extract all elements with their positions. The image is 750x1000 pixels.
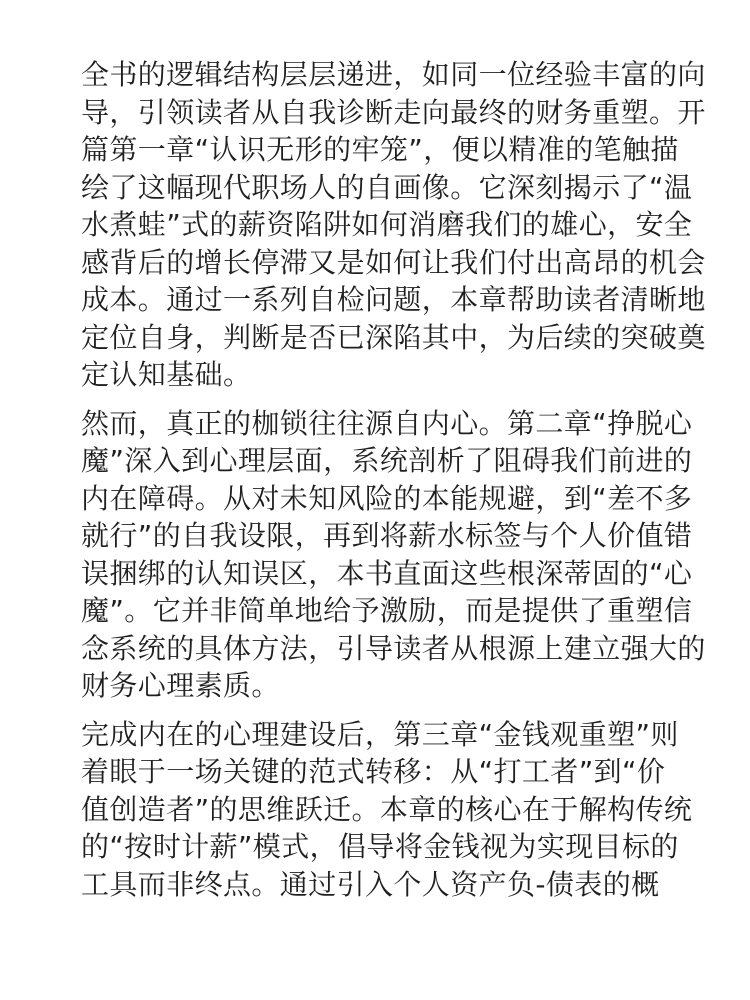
text-line: 就行”的自我设限，再到将薪水标签与个人价值错 (81, 519, 693, 552)
text-line: 篇第一章“认识无形的牢笼”，便以精准的笔触描 (81, 133, 679, 166)
text-line: 水煮蛙”式的薪资陷阱如何消磨我们的雄心，安全 (81, 208, 693, 241)
text-line: 魔”。它并非简单地给予激励，而是提供了重塑信 (81, 594, 693, 627)
text-line: 然而，真正的枷锁往往源自内心。第二章“挣脱心 (81, 406, 693, 440)
text-line: 导，引领读者从自我诊断走向最终的财务重塑。开 (81, 95, 706, 129)
paragraph-1 (81, 56, 706, 394)
paragraph-2 (81, 405, 706, 705)
paragraph-3 (81, 716, 693, 904)
text-line: 魔”深入到心理层面，系统剖析了阻碍我们前进的 (81, 444, 693, 477)
text-line: 定位自身，判断是否已深陷其中，为后续的突破奠 (81, 320, 706, 354)
text-line: 全书的逻辑结构层层递进，如同一位经验丰富的向 (81, 58, 706, 91)
article-body (81, 56, 706, 914)
text-line: 感背后的增长停滞又是如何让我们付出高昂的机会 (81, 245, 706, 279)
text-line: 的“按时计薪”模式，倡导将金钱视为实现目标的 (81, 830, 679, 863)
text-line: 着眼于一场关键的范式转移：从“打工者”到“价 (81, 755, 666, 788)
text-line: 工具而非终点。通过引入个人资产负-债表的概 (81, 867, 660, 901)
text-line: 值创造者”的思维跃迁。本章的核心在于解构传统 (81, 792, 693, 826)
text-line: 念系统的具体方法，引导读者从根源上建立强大的 (81, 631, 706, 665)
text-line: 完成内在的心理建设后，第三章“金钱观重塑”则 (81, 717, 679, 751)
text-line: 财务心理素质。 (81, 669, 280, 702)
text-line: 成本。通过一系列自检问题，本章帮助读者清晰地 (81, 283, 706, 316)
text-line: 内在障碍。从对未知风险的本能规避，到“差不多 (81, 481, 693, 515)
text-line: 定认知基础。 (81, 358, 252, 391)
text-line: 绘了这幅现代职场人的自画像。它深刻揭示了“温 (81, 170, 693, 204)
text-line: 误捆绑的认知误区，本书直面这些根深蒂固的“心 (81, 556, 693, 590)
